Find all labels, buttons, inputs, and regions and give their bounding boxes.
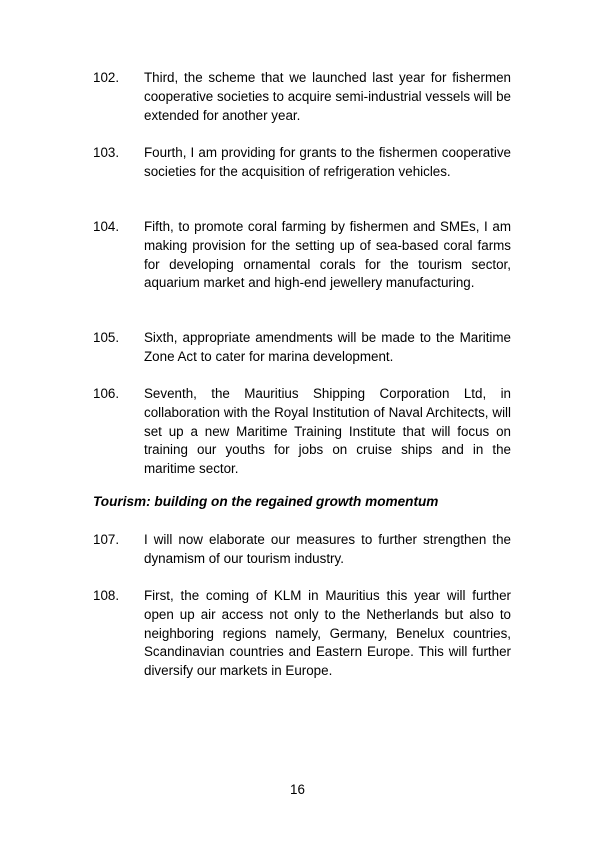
paragraph-text: First, the coming of KLM in Mauritius this year will further open up air access not only to the Netherlands but also to neighboring regions namely, Germany, Benelux countries, Scandinavian countries and Eastern Europe. This will further diversify our markets in Europe. bbox=[144, 588, 511, 679]
paragraph-text: Seventh, the Mauritius Shipping Corporation Ltd, in collaboration with the Royal Institution of Naval Architects, will set up a new Maritime Training Institute that will focus on training our youths for jobs on cruise ships and in the maritime sector. bbox=[144, 386, 511, 477]
paragraph-102 bbox=[93, 69, 511, 125]
paragraph-text: I will now elaborate our measures to further strengthen the dynamism of our tourism industry. bbox=[144, 532, 511, 566]
paragraph-108 bbox=[93, 587, 511, 681]
paragraph-104 bbox=[93, 218, 511, 293]
paragraph-number: 102. bbox=[93, 70, 120, 85]
paragraph-number: 105. bbox=[93, 330, 120, 345]
paragraph-text: Fifth, to promote coral farming by fishermen and SMEs, I am making provision for the setting up of sea-based coral farms for developing ornamental corals for the tourism sector, aquarium market and high-end jewellery manufacturing. bbox=[144, 219, 511, 291]
page-number: 16 bbox=[290, 782, 305, 797]
paragraph-number: 108. bbox=[93, 588, 120, 603]
paragraph-number: 107. bbox=[93, 532, 120, 547]
paragraph-107 bbox=[93, 531, 511, 569]
paragraph-103 bbox=[93, 144, 511, 182]
paragraph-number: 103. bbox=[93, 145, 120, 160]
section-heading: Tourism: building on the regained growth momentum bbox=[93, 494, 439, 509]
paragraph-105 bbox=[93, 329, 511, 367]
paragraph-number: 104. bbox=[93, 219, 120, 234]
paragraph-106 bbox=[93, 385, 511, 479]
paragraph-text: Third, the scheme that we launched last year for fishermen cooperative societies to acquire semi-industrial vessels will be extended for another year. bbox=[144, 70, 511, 123]
paragraph-text: Fourth, I am providing for grants to the fishermen cooperative societies for the acquisition of refrigeration vehicles. bbox=[144, 145, 511, 179]
paragraph-number: 106. bbox=[93, 386, 120, 401]
paragraph-text: Sixth, appropriate amendments will be made to the Maritime Zone Act to cater for marina development. bbox=[144, 330, 511, 364]
